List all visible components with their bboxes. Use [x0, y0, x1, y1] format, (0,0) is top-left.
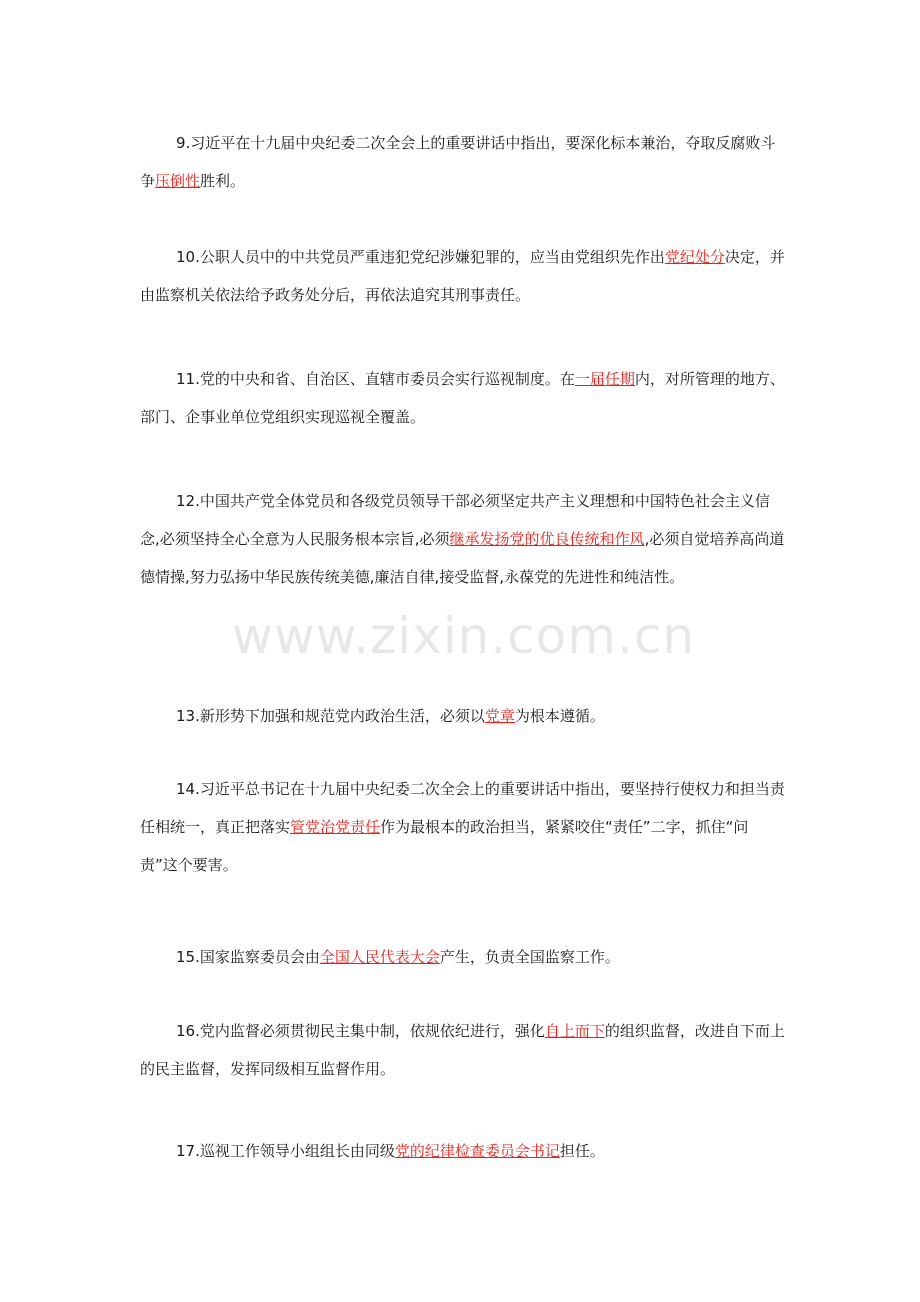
question-16-text-before: 16.党内监督必须贯彻民主集中制，依规依纪进行，强化 [176, 1022, 545, 1040]
question-10-answer: 党纪处分 [664, 248, 725, 266]
question-11-text-before: 11.党的中央和省、自治区、直辖市委员会实行巡视制度。在 [176, 370, 575, 388]
question-15-text-after: 产生，负责全国监察工作。 [439, 948, 620, 966]
question-11-text-after: 内，对所管理的地方、部门、企事业单位党组织实现巡视全覆盖。 [140, 370, 785, 426]
question-16 [140, 1012, 785, 1088]
question-16-answer: 自上而下 [544, 1022, 605, 1040]
question-10 [140, 238, 785, 314]
question-13-answer: 党章 [484, 707, 515, 725]
question-15-answer: 全国人民代表大会 [319, 948, 440, 966]
question-14-text-after: 作为最根本的政治担当，紧紧咬住“责任”二字，抓住“问责”这个要害。 [140, 818, 749, 874]
question-13-text-after: 为根本遵循。 [514, 707, 605, 725]
question-11-answer: 一届任期 [574, 370, 635, 388]
question-16-text-after: 的组织监督，改进自下而上的民主监督，发挥同级相互监督作用。 [140, 1022, 785, 1078]
question-10-text-after: 决定，并由监察机关依法给予政务处分后，再依法追究其刑事责任。 [140, 248, 785, 304]
question-17-answer: 党的纪律检查委员会书记 [394, 1142, 560, 1160]
question-17-text-before: 17.巡视工作领导小组组长由同级 [176, 1142, 395, 1160]
watermark: www.zixin.com.cn [232, 607, 696, 665]
question-9-text-before: 9.习近平在十九届中央纪委二次全会上的重要讲话中指出，要深化标本兼治，夺取反腐败斗争 [140, 134, 776, 190]
question-14-text-before: 14.习近平总书记在十九届中央纪委二次全会上的重要讲话中指出，要坚持行使权力和担当责任相统一，真正把落实 [140, 780, 785, 836]
question-15-text-before: 15.国家监察委员会由 [176, 948, 320, 966]
question-10-text-before: 10.公职人员中的中共党员严重违犯党纪涉嫌犯罪的，应当由党组织先作出 [176, 248, 665, 266]
question-12 [140, 482, 785, 596]
question-14 [140, 770, 785, 884]
question-13 [140, 697, 785, 735]
question-12-text-before: 12.中国共产党全体党员和各级党员领导干部必须坚定共产主义理想和中国特色社会主义信念,必须坚持全心全意为人民服务根本宗旨,必须 [140, 492, 770, 548]
question-9-answer: 压倒性 [155, 172, 201, 190]
question-14-answer: 管党治党责任 [290, 818, 381, 836]
question-17 [140, 1132, 785, 1170]
question-9 [140, 124, 785, 200]
question-15 [140, 938, 785, 976]
question-12-text-after: ,必须自觉培养高尚道德情操,努力弘扬中华民族传统美德,廉洁自律,接受监督,永葆党的先进性和纯洁性。 [140, 530, 785, 586]
question-11 [140, 360, 785, 436]
question-12-answer: 继承发扬党的优良传统和作风 [449, 530, 645, 548]
question-13-text-before: 13.新形势下加强和规范党内政治生活，必须以 [176, 707, 485, 725]
question-17-text-after: 担任。 [559, 1142, 605, 1160]
question-9-text-after: 胜利。 [200, 172, 246, 190]
